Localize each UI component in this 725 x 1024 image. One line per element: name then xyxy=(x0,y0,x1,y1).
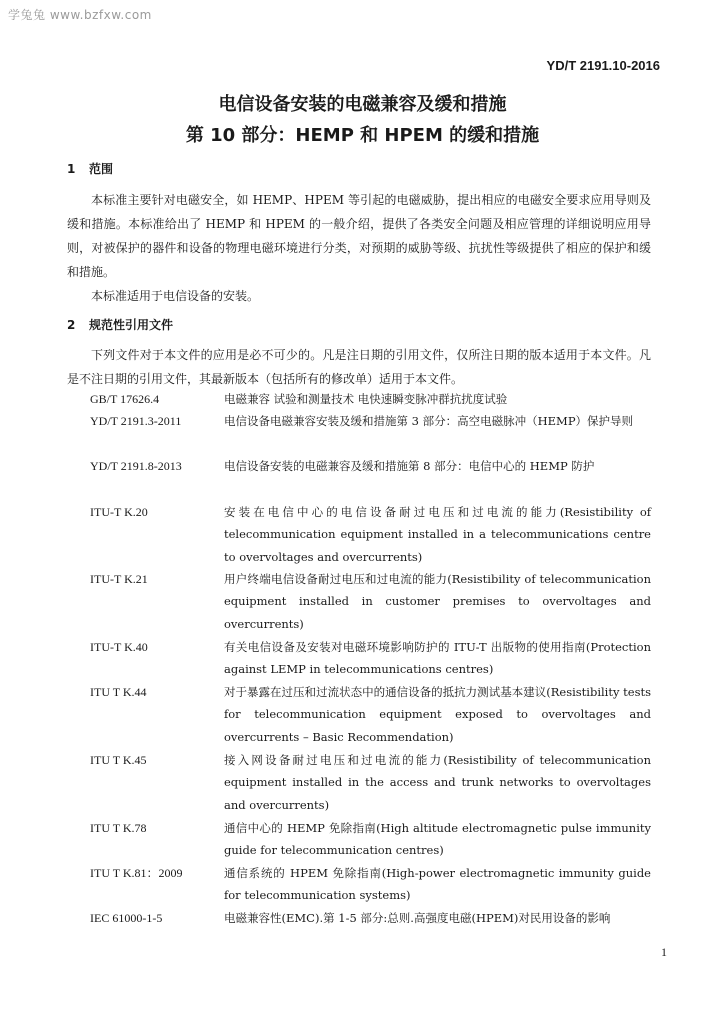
reference-description: 电信设备电磁兼容安装及缓和措施第 3 部分：高空电磁脉冲（HEMP）保护导则 xyxy=(224,414,634,428)
reference-item xyxy=(67,749,651,816)
reference-item xyxy=(67,636,651,681)
reference-item xyxy=(67,681,651,748)
reference-item xyxy=(67,501,651,568)
page-number: 1 xyxy=(661,945,667,959)
reference-code: ITU-T K.20 xyxy=(90,505,148,519)
reference-description: 通信系统的 HPEM 免除指南(High-power electromagnetic immunity guide for telecommunication systems) xyxy=(224,866,651,903)
reference-item xyxy=(67,568,651,635)
reference-description: 电磁兼容 试验和测量技术 电快速瞬变脉冲群抗扰度试验 xyxy=(224,392,508,406)
reference-description: 用户终端电信设备耐过电压和过电流的能力(Resistibility of telecommunication equipment installed in customer premises to overvoltages and overcurrents) xyxy=(224,572,651,631)
section-2-title: 规范性引用文件 xyxy=(89,318,174,332)
reference-code: YD/T 2191.8-2013 xyxy=(90,459,182,473)
section-1-paragraph-2: 本标准适用于电信设备的安装。 xyxy=(91,289,260,303)
reference-code: ITU T K.45 xyxy=(90,753,147,767)
reference-code: ITU T K.78 xyxy=(90,821,147,835)
reference-description: 有关电信设备及安装对电磁环境影响防护的 ITU-T 出版物的使用指南(Protection against LEMP in telecommunications centres) xyxy=(224,640,651,677)
reference-code: ITU-T K.40 xyxy=(90,640,148,654)
reference-description: 电信设备安装的电磁兼容及缓和措施第 8 部分：电信中心的 HEMP 防护 xyxy=(224,459,595,473)
watermark: 学兔兔 www.bzfxw.com xyxy=(8,8,152,22)
reference-item xyxy=(67,455,651,477)
reference-description: 通信中心的 HEMP 免除指南(High altitude electromagnetic pulse immunity guide for telecommunication centres) xyxy=(224,821,651,858)
section-2-heading xyxy=(67,316,173,333)
section-2-intro: 下列文件对于本文件的应用是必不可少的。凡是注日期的引用文件，仅所注日期的版本适用于本文件。凡是不注日期的引用文件，其最新版本（包括所有的修改单）适用于本文件。 xyxy=(67,348,651,386)
section-2-number: 2 xyxy=(67,318,76,332)
reference-description: 安装在电信中心的电信设备耐过电压和过电流的能力(Resistibility of telecommunication equipment installed in a telecommunications centre to overvoltages and overcurrents) xyxy=(224,505,651,564)
section-1-paragraph-1: 本标准主要针对电磁安全，如 HEMP、HPEM 等引起的电磁威胁，提出相应的电磁安全要求应用导则及缓和措施。本标准给出了 HEMP 和 HPEM 的一般介绍，提供了各类安全问题及相应管理的详细说明应用导则，对被保护的器件和设备的物理电磁环境进行分类，对预期的威胁等级、抗扰性等级提供了相应的保护和缓和措施。 xyxy=(67,193,651,279)
reference-description: 对于暴露在过压和过流状态中的通信设备的抵抗力测试基本建议(Resistibility tests for telecommunication equipment exposed to overvoltages and overcurrents – Basic Recommendation) xyxy=(224,685,651,744)
reference-code: GB/T 17626.4 xyxy=(90,392,160,406)
reference-item xyxy=(67,862,651,907)
reference-description: 电磁兼容性(EMC).第 1-5 部分:总则.高强度电磁(HPEM)对民用设备的影响 xyxy=(224,911,611,925)
reference-item xyxy=(67,817,651,862)
reference-item xyxy=(67,907,651,929)
reference-code: ITU T K.81：2009 xyxy=(90,866,183,880)
reference-item xyxy=(67,410,651,432)
reference-item xyxy=(67,388,651,410)
reference-description: 接入网设备耐过电压和过电流的能力(Resistibility of telecommunication equipment installed in the access and trunk networks to overvoltages and overcurrents) xyxy=(224,753,651,812)
section-1-heading xyxy=(67,160,113,177)
document-title-line-2: 第 10 部分：HEMP 和 HPEM 的缓和措施 xyxy=(185,125,540,146)
standard-code: YD/T 2191.10-2016 xyxy=(546,58,660,73)
reference-code: IEC 61000-1-5 xyxy=(90,911,163,925)
document-title-line-1: 电信设备安装的电磁兼容及缓和措施 xyxy=(218,94,507,115)
reference-code: YD/T 2191.3-2011 xyxy=(90,414,182,428)
section-1-number: 1 xyxy=(67,162,76,176)
reference-code: ITU-T K.21 xyxy=(90,572,148,586)
section-1-title: 范围 xyxy=(89,162,114,176)
reference-code: ITU T K.44 xyxy=(90,685,147,699)
